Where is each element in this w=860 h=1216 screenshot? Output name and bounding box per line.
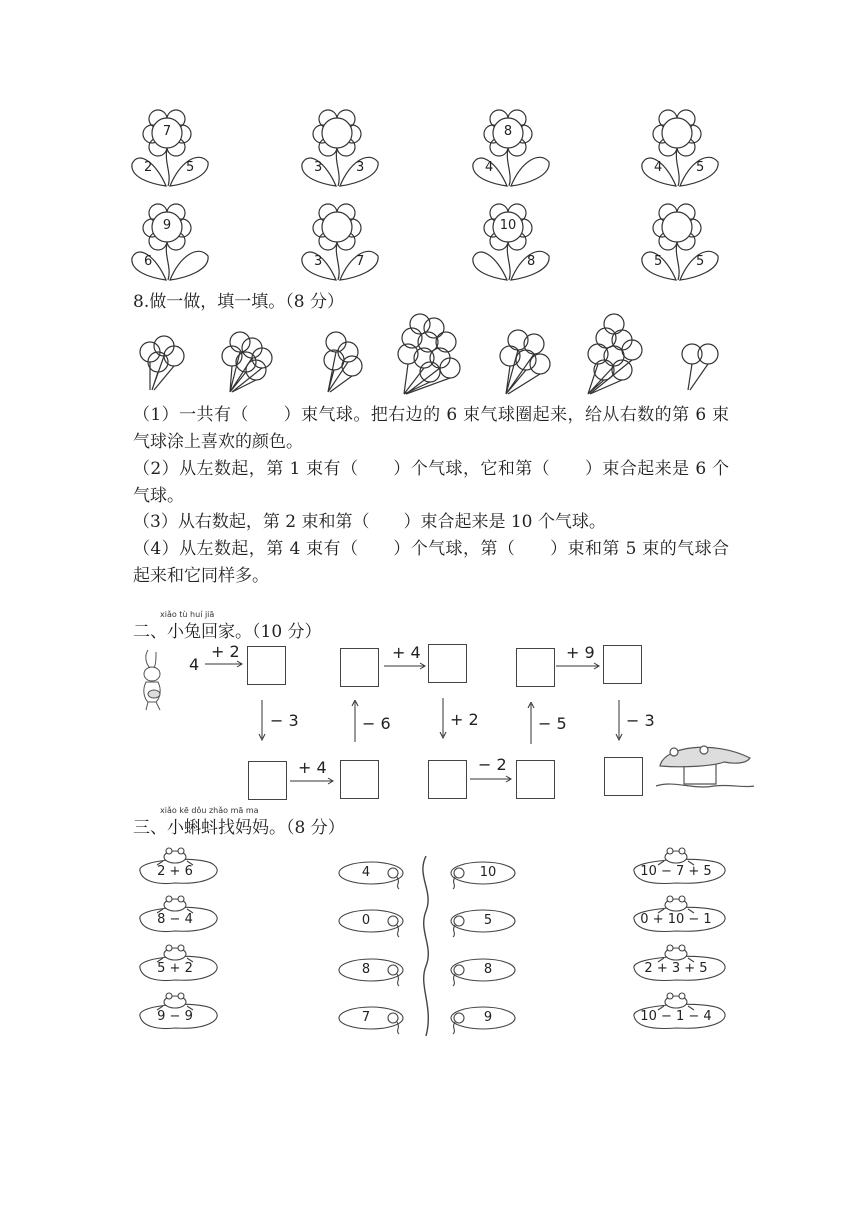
flower-right-leaf-number: 5	[186, 160, 195, 175]
flower-center-number: 7	[162, 124, 172, 139]
tadpole[interactable]	[335, 1004, 407, 1040]
frog-mother[interactable]	[136, 942, 226, 986]
frog-mother[interactable]	[630, 893, 734, 937]
flower	[298, 104, 384, 188]
tadpole-number: 10	[479, 865, 497, 880]
question-2: （2）从左数起，第 1 束有（ ）个气球，它和第（ ）束合起来是 6 个气球。	[133, 459, 729, 506]
frog-expression: 8 − 4	[157, 912, 193, 927]
flower-left-leaf-number: 5	[654, 254, 663, 269]
tadpole[interactable]	[335, 907, 407, 943]
flower	[638, 104, 724, 188]
tadpole-number: 9	[483, 1010, 493, 1025]
arrow-down-icon	[614, 700, 624, 742]
balloons-illustration	[128, 312, 748, 398]
question-4: （4）从左数起，第 4 束有（ ）个气球，第（ ）束和第 5 束的气球合起来和它同样多。	[133, 539, 729, 586]
answer-box[interactable]	[604, 757, 643, 796]
answer-box[interactable]	[340, 760, 379, 799]
op-h: − 3	[626, 711, 655, 730]
balloon-bunch-6	[588, 314, 642, 394]
flower-right-leaf-number: 3	[356, 160, 365, 175]
op-c: + 9	[566, 643, 595, 662]
frog-mother[interactable]	[136, 893, 226, 937]
flower-left-leaf-number: 2	[144, 160, 153, 175]
tadpole-number: 8	[361, 962, 371, 977]
flower-left-leaf-number: 6	[144, 254, 153, 269]
tadpole[interactable]	[335, 859, 407, 895]
op-b: + 4	[392, 643, 421, 662]
arrow-right-icon	[205, 659, 245, 669]
tadpole-number: 5	[483, 913, 493, 928]
answer-box[interactable]	[603, 645, 642, 684]
frog-mother[interactable]	[136, 845, 226, 889]
arrow-right-icon	[470, 774, 514, 784]
arrow-down-icon	[257, 700, 267, 742]
flower	[638, 198, 724, 282]
op-j: − 2	[478, 755, 507, 774]
tadpole[interactable]	[447, 956, 519, 992]
rabbit-icon	[134, 648, 174, 714]
flower-right-leaf-number: 8	[527, 254, 536, 269]
balloon-bunch-1	[140, 336, 184, 390]
answer-box[interactable]	[247, 646, 286, 685]
flower-left-leaf-number: 4	[654, 160, 663, 175]
answer-box[interactable]	[340, 648, 379, 687]
section-3-heading: 三、小蝌蚪找妈妈。（8 分）	[133, 818, 345, 838]
frog-mother[interactable]	[630, 942, 734, 986]
flower	[469, 104, 555, 188]
answer-box[interactable]	[428, 760, 467, 799]
flower-right-leaf-number: 5	[696, 254, 705, 269]
question-3: （3）从右数起，第 2 束和第（ ）束合起来是 10 个气球。	[133, 512, 606, 532]
flower	[469, 198, 555, 282]
frog-expression: 5 + 2	[157, 961, 193, 976]
flower	[298, 198, 384, 282]
flower-right-leaf-number: 5	[696, 160, 705, 175]
section-8-heading: 8.做一做，填一填。（8 分）	[133, 292, 344, 312]
start-number: 4	[189, 655, 200, 674]
frog-expression: 2 + 6	[157, 864, 193, 879]
tadpole-number: 8	[483, 962, 493, 977]
frog-mother[interactable]	[630, 845, 734, 889]
tadpole[interactable]	[447, 907, 519, 943]
frog-expression: 0 + 10 − 1	[640, 912, 712, 927]
flower-left-leaf-number: 4	[485, 160, 494, 175]
frog-mother[interactable]	[630, 990, 734, 1034]
frog-expression: 10 − 1 − 4	[640, 1009, 712, 1024]
flower-right-leaf-number: 7	[356, 254, 365, 269]
flower-left-leaf-number: 3	[314, 254, 323, 269]
op-g: − 5	[538, 714, 567, 733]
section-2-heading: 二、小兔回家。（10 分）	[133, 622, 322, 642]
frog-expression: 10 − 7 + 5	[640, 864, 712, 879]
answer-box[interactable]	[516, 760, 555, 799]
balloon-bunch-4	[398, 314, 460, 394]
wavy-divider	[414, 856, 438, 1038]
arrow-right-icon	[290, 776, 336, 786]
mushroom-house-icon	[654, 740, 756, 794]
balloon-bunch-3	[324, 332, 362, 392]
answer-box[interactable]	[248, 761, 287, 800]
op-d: − 3	[270, 711, 299, 730]
frog-expression: 9 − 9	[157, 1009, 193, 1024]
op-f: + 2	[450, 710, 479, 729]
arrow-down-icon	[438, 698, 448, 740]
tadpole-number: 0	[361, 913, 371, 928]
flower-center-number: 8	[503, 124, 513, 139]
tadpole-number: 7	[361, 1010, 371, 1025]
arrow-right-icon	[384, 661, 428, 671]
arrow-right-icon	[556, 661, 602, 671]
tadpole[interactable]	[447, 859, 519, 895]
balloon-bunch-5	[500, 330, 550, 394]
op-i: + 4	[298, 758, 327, 777]
answer-box[interactable]	[428, 644, 467, 683]
question-1: （1）一共有（ ）束气球。把右边的 6 束气球圈起来，给从右数的第 6 束气球涂上喜欢的颜色。	[133, 405, 729, 452]
tadpole-number: 4	[361, 865, 371, 880]
frog-mother[interactable]	[136, 990, 226, 1034]
flower	[128, 198, 214, 282]
section-2-pinyin: xiǎo tù huí jiā	[160, 610, 215, 619]
op-e: − 6	[362, 714, 391, 733]
balloon-bunch-7	[682, 344, 718, 390]
answer-box[interactable]	[516, 648, 555, 687]
tadpole[interactable]	[447, 1004, 519, 1040]
section-3-pinyin: xiǎo kē dǒu zhǎo mā ma	[160, 806, 259, 815]
flower-left-leaf-number: 3	[314, 160, 323, 175]
arrow-up-icon	[526, 702, 536, 744]
balloon-bunch-2	[222, 332, 272, 392]
flower-center-number: 9	[162, 218, 172, 233]
tadpole[interactable]	[335, 956, 407, 992]
flower-center-number: 10	[499, 218, 517, 233]
frog-expression: 2 + 3 + 5	[644, 961, 708, 976]
flower	[128, 104, 214, 188]
arrow-up-icon	[350, 700, 360, 742]
op-a: + 2	[211, 642, 240, 661]
